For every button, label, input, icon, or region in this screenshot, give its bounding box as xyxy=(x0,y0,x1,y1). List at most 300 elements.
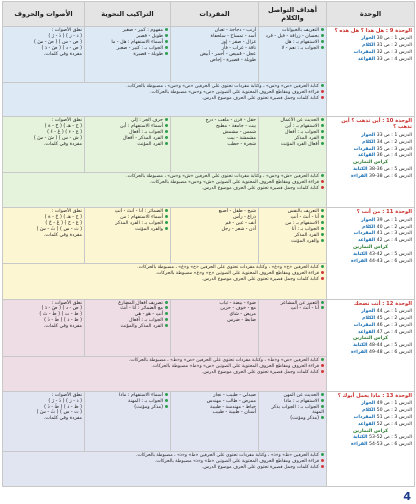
bullet-icon xyxy=(321,453,324,456)
activity-text: كتابة كلمات وجمل قصيرة تحتوي على الحرف موضوع الدرس. xyxy=(201,369,319,375)
activity-text: كتابة الحرفين «ش» و«س» ، وكتابة مفردات تحتوي على الحرفين «ش» و«س» ، مضبوطة بالحركات. xyxy=(126,174,319,180)
sound-item-text: ( ح - هـ ) ( حَ - هَ ) xyxy=(44,124,82,130)
header-sounds: الأصوات والحروف xyxy=(3,2,85,27)
header-grammar: التراكيب النحوية xyxy=(85,2,171,27)
vocab-item-text: شمس - مشمش xyxy=(222,129,256,135)
lesson-name[interactable]: الكتابة xyxy=(353,342,368,348)
vocab-item-text: ضابط - ضرس xyxy=(227,318,256,324)
unit-row xyxy=(3,117,415,173)
lesson-name[interactable]: القراءة xyxy=(351,258,368,264)
goal-item-text: الفرد المذكر xyxy=(294,135,319,141)
bullet-icon xyxy=(321,174,324,177)
lesson-ref: الدرس 4 : ص 52 xyxy=(376,421,412,427)
bullet-icon xyxy=(321,227,324,230)
bullet-icon xyxy=(165,301,168,304)
goal-item xyxy=(261,416,324,422)
lesson-ref: الدرس 2 : ص 34 xyxy=(376,139,412,145)
vocab-item-text: أرنب - دجاجة - ثعبان xyxy=(214,28,256,33)
sound-item-text: ( ض - د ) ( ضَ - دَ ) xyxy=(41,45,82,51)
lesson-name[interactable]: الحوار xyxy=(361,217,376,223)
bullet-icon xyxy=(321,34,324,37)
lesson-line[interactable] xyxy=(329,422,412,429)
lesson-line[interactable] xyxy=(329,442,412,449)
lesson-line[interactable] xyxy=(329,133,412,140)
vocab-item-text: أسد - تمساح - سلحفاة xyxy=(210,33,256,39)
vocab-item-text: خياط - مهندسة - طبيبة xyxy=(210,404,256,410)
vocab-item-text: ذراع - رأس xyxy=(233,215,256,221)
sounds-cell xyxy=(3,117,85,173)
grammar-item-text: أنتِ - هو - هي xyxy=(134,312,163,318)
sound-item-text: نطق الأصوات : xyxy=(51,392,82,398)
grammar-cell xyxy=(85,27,171,83)
unit-title: الوحدة 13 : ماذا يعمل أبوك ؟ xyxy=(337,392,412,399)
grammar-item-text: والفرد المؤنث xyxy=(135,227,163,233)
bullet-icon xyxy=(321,28,324,31)
goal-item-text: التعريف بالنفس xyxy=(287,209,319,215)
sound-item-text: مفردة وفي كلمات. xyxy=(43,416,82,422)
bullet-icon xyxy=(321,393,324,396)
grammar-item xyxy=(87,52,168,58)
goal-item-text: بحسان - زرافة - فيل - قرد xyxy=(265,33,319,39)
grammar-item-text: مع الضمائر : أنا - أنتَ xyxy=(120,306,163,312)
grammar-item xyxy=(87,324,168,330)
unit-cell xyxy=(327,391,415,486)
writing-reading-activities xyxy=(3,356,327,391)
vocab-item-text: ضوء - بيضة - ثياب xyxy=(219,300,256,306)
vocab-item-text: أنف - عين - فم xyxy=(225,221,256,227)
sound-item-text: مفردة وفي كلمات. xyxy=(43,324,82,330)
lesson-line[interactable] xyxy=(329,408,412,415)
activity-item xyxy=(5,277,324,283)
sounds-cell xyxy=(3,208,85,264)
sound-item-text: ( ذ - ز ) ( ذَ - زَ ) xyxy=(48,33,82,39)
bullet-icon xyxy=(321,118,324,121)
vocab-cell xyxy=(171,391,259,451)
lesson-ref: الدرس 5 : ص 42-43 xyxy=(368,251,412,257)
grammar-cell xyxy=(85,391,171,451)
lesson-ref: الدرس 4 : ص 47 xyxy=(376,329,412,335)
grammar-cell xyxy=(85,299,171,356)
lesson-name[interactable]: المفردات xyxy=(353,146,376,152)
header-goals: أهداف التواصل والكلام xyxy=(259,2,327,27)
lesson-ref: الدرس 4 : ص 42 xyxy=(376,238,412,244)
bullet-icon xyxy=(321,399,324,402)
bullet-icon xyxy=(165,306,168,309)
goal-item-text: (مذكر ومؤنث) xyxy=(290,416,319,422)
practice-book-label: كراس التمارين xyxy=(352,160,388,166)
goal-item-text: الاستفهام بـ : هل xyxy=(285,39,319,45)
unit-cell xyxy=(327,27,415,117)
bullet-icon xyxy=(165,324,168,327)
lesson-name[interactable]: المفردات xyxy=(353,231,376,237)
lesson-name[interactable]: القواعد xyxy=(357,329,376,335)
grammar-item-text: الجواب بـ : الفرد المذكر xyxy=(115,221,163,227)
sound-item-text: نطق الأصوات : xyxy=(51,118,82,124)
bullet-icon xyxy=(321,233,324,236)
bullet-icon xyxy=(321,239,324,242)
lesson-ref: الدرس 3 : ص 35 xyxy=(376,146,412,152)
goal-item-text: التعريف بالحيوانات xyxy=(282,28,319,33)
sound-item xyxy=(5,52,82,58)
unit-cell xyxy=(327,208,415,299)
sounds-cell xyxy=(3,299,85,356)
bullet-icon xyxy=(321,459,324,462)
goals-cell xyxy=(259,27,327,83)
unit-title: الوحدة 9 : هل هذا ؟ هل هذه ؟ xyxy=(334,28,412,34)
vocab-item xyxy=(173,58,256,64)
writing-reading-activities xyxy=(3,83,327,117)
goal-item-text: الحديث عن الأعمال xyxy=(280,118,319,124)
lesson-line[interactable] xyxy=(329,218,412,225)
practice-book-label: كراس التمارين xyxy=(352,336,388,342)
sound-item-text: ( خ - هـ ) ( خَ - هَ ) xyxy=(44,215,82,221)
bullet-icon xyxy=(321,209,324,212)
bullet-icon xyxy=(165,227,168,230)
goals-cell xyxy=(259,208,327,264)
lesson-ref: الدرس 2 : ص 31 xyxy=(376,43,412,49)
activity-text: قراءة الحروف ومقاطع الحروف المحتوية على الصوتين «ظ» و«ذ» مضبوطة بالحركات. xyxy=(154,458,319,464)
goal-item xyxy=(261,239,324,245)
bullet-icon xyxy=(321,90,324,93)
sound-item-text: مفردة وفي كلمات. xyxy=(43,232,82,238)
writing-reading-activities xyxy=(3,173,327,208)
practice-book-label: كراس التمارين xyxy=(352,428,388,434)
grammar-item-text: الضمائر : أنا - أنتَ - أنتِ xyxy=(114,209,163,215)
lesson-name[interactable]: المفردات xyxy=(353,414,376,420)
bullet-icon xyxy=(165,209,168,212)
lesson-line[interactable] xyxy=(329,252,412,259)
bullet-icon xyxy=(165,221,168,224)
bullet-icon xyxy=(165,142,168,145)
activity-text: كتابة كلمات وجمل قصيرة تحتوي على الحرف موضوع الدرس. xyxy=(201,186,319,192)
vocab-item xyxy=(173,142,256,148)
writing-reading-activities xyxy=(3,451,327,486)
sound-item-text: ( ظ - ذ ) ( ظَ - ذَ ) xyxy=(44,318,82,324)
bullet-icon xyxy=(321,416,324,419)
vocab-item-text: ممرض - طالب - مهندس xyxy=(206,398,256,404)
header-vocab: المفردات xyxy=(171,2,259,27)
sound-item-text: ( ث - س ) ( ثَ - سَ ) xyxy=(36,410,82,416)
lesson-name[interactable]: المفردات xyxy=(353,322,376,328)
goal-item-text: أنا - أنتَ - أنتِ xyxy=(290,306,319,312)
lesson-name[interactable]: القراءة xyxy=(351,442,368,448)
vocab-item xyxy=(173,410,256,416)
bullet-icon xyxy=(321,265,324,268)
lesson-ref: الدرس 2 : ص 50 xyxy=(376,407,412,413)
page-number: 4 xyxy=(403,490,411,503)
header-row xyxy=(3,2,415,27)
lesson-name[interactable]: الكلام xyxy=(362,315,376,321)
goal-item-text: الجواب بـ : أفعال xyxy=(284,129,319,135)
lesson-line[interactable] xyxy=(329,167,412,174)
bullet-icon xyxy=(321,96,324,99)
lesson-name[interactable]: القواعد xyxy=(357,153,376,159)
lesson-name[interactable]: الكتابة xyxy=(353,166,368,172)
grammar-item xyxy=(87,227,168,233)
goal-item xyxy=(261,142,324,148)
sound-item-text: مفردة وفي كلمات. xyxy=(43,141,82,147)
goal-item xyxy=(261,306,324,312)
practice-book-label: كراس التمارين xyxy=(352,245,388,251)
lesson-line[interactable] xyxy=(329,140,412,147)
lesson-name[interactable]: القراءة xyxy=(351,349,368,355)
lesson-ref: الدرس 5 : ص 36-38 xyxy=(368,166,412,172)
bullet-icon xyxy=(165,40,168,43)
activity-text: كتابة كلمات وجمل قصيرة تحتوي على الحرف موضوع الدرس. xyxy=(201,96,319,102)
vocab-item-text: أذن - شعر - رجل xyxy=(221,227,256,233)
grammar-item-text: أسماء الاستفهام : أين xyxy=(120,124,163,130)
lesson-ref: الدرس 3 : ص 41 xyxy=(376,231,412,237)
bullet-icon xyxy=(321,370,324,373)
unit-title: الوحدة 11 : من أنت ؟ xyxy=(356,209,412,216)
grammar-item-text: طويلة - قصيرة xyxy=(133,51,163,57)
unit-row xyxy=(3,208,415,264)
grammar-item-text: حرف الجر : إلى xyxy=(130,118,163,124)
goal-item-text: الجواب بـ : الجواب بذكر المهنة xyxy=(271,404,324,416)
activity-text: كتابة الحرفين «ص» و«س» ، وكتابة مفردات تحتوي على الحرفين «ص» و«س» ، مضبوطة بالحركات. xyxy=(126,84,319,90)
vocab-cell xyxy=(171,117,259,173)
grammar-item-text: مفهوم : كبير - صغير xyxy=(122,28,163,33)
bullet-icon xyxy=(321,40,324,43)
sound-item-text: نطق الأصوات : xyxy=(51,28,82,33)
sound-item xyxy=(5,324,82,330)
lesson-ref: الدرس 6 : ص 38-39 xyxy=(368,173,412,179)
sound-item-text: ( ظ - ذ ) ( ظَ - ذَ ) xyxy=(44,404,82,410)
goal-item xyxy=(261,46,324,52)
vocab-item-text: مع - خوف - حزين xyxy=(220,306,256,312)
vocab-item xyxy=(173,318,256,324)
goal-item-text: الاستفهام بـ : أين xyxy=(285,124,319,130)
vocab-item-text: شيخ - طفل - أصبع xyxy=(218,209,256,215)
lesson-line[interactable] xyxy=(329,259,412,266)
lesson-name[interactable]: القواعد xyxy=(357,57,376,63)
unit-cell xyxy=(327,299,415,391)
sound-item-text: ( ذ - ز ) ( ذَ - زَ ) xyxy=(48,398,82,404)
lesson-name[interactable]: الكتابة xyxy=(353,435,368,441)
lesson-name[interactable]: الكلام xyxy=(362,139,376,145)
lesson-line[interactable] xyxy=(329,350,412,357)
goal-item-text: الجواب بـ : نعم - لا xyxy=(281,45,319,51)
lesson-name[interactable]: الكتابة xyxy=(353,251,368,257)
grammar-item-text: الجواب بـ : أفعال xyxy=(128,129,163,135)
bullet-icon xyxy=(321,124,324,127)
lesson-line[interactable] xyxy=(329,435,412,442)
activity-text: كتابة الحرفين «ض» و«ط» ، وكتابة مفردات تحتوي على الحرفين «ض» و«ط» ، مضبوطة بالحركات. xyxy=(128,357,319,363)
lesson-name[interactable]: المفردات xyxy=(353,50,376,56)
sounds-cell xyxy=(3,27,85,83)
goal-item-text: التعبير عن المشاعر xyxy=(280,300,319,306)
activity-item xyxy=(5,186,324,192)
bullet-icon xyxy=(321,136,324,139)
vocab-item-text: طويلة - قصيرة - إجاص xyxy=(210,57,256,63)
lesson-name[interactable]: الكلام xyxy=(362,43,376,49)
lesson-name[interactable]: الكلام xyxy=(362,224,376,230)
bullet-icon xyxy=(165,136,168,139)
bullet-icon xyxy=(165,399,168,402)
bullet-icon xyxy=(321,180,324,183)
sound-item-text: ( ط - ت ) ( طَ - تَ ) xyxy=(39,312,82,318)
vocab-item-text: مريض - شاي xyxy=(229,312,256,318)
lesson-name[interactable]: القواعد xyxy=(357,238,376,244)
bullet-icon xyxy=(165,52,168,55)
lesson-line[interactable] xyxy=(329,309,412,316)
lesson-line[interactable] xyxy=(329,57,412,64)
vocab-item-text: مشمشة - بيت xyxy=(227,135,256,141)
lesson-ref: الدرس 3 : ص 46 xyxy=(376,322,412,328)
lesson-name[interactable]: القراءة xyxy=(351,173,368,179)
vocab-item xyxy=(173,227,256,233)
unit-row xyxy=(3,299,415,356)
bullet-icon xyxy=(165,318,168,321)
grammar-item-text: الفرد المذكر والمؤنث xyxy=(120,324,163,330)
vocab-cell xyxy=(171,208,259,264)
grammar-item xyxy=(87,405,168,411)
bullet-icon xyxy=(321,364,324,367)
bullet-icon xyxy=(321,130,324,133)
lesson-ref: الدرس 6 : ص 53-54 xyxy=(368,442,412,448)
bullet-icon xyxy=(321,358,324,361)
lesson-name[interactable]: الحوار xyxy=(361,308,376,314)
table-body xyxy=(3,27,415,487)
activity-text: قراءة الحروف ومقاطع الحروف المحتوية على الصوتين «ص» و«س» مضبوطة بالحركات. xyxy=(150,90,319,96)
lesson-ref: الدرس 1 : ص 33 xyxy=(376,132,412,138)
activity-item xyxy=(5,465,324,471)
bullet-icon xyxy=(165,28,168,31)
lesson-name[interactable]: الكلام xyxy=(362,407,376,413)
bullet-icon xyxy=(165,130,168,133)
activity-text: كتابة كلمات وجمل قصيرة تحتوي على الحرف موضوع الدرس. xyxy=(201,464,319,470)
activity-item xyxy=(5,370,324,376)
lesson-line[interactable] xyxy=(329,343,412,350)
lesson-line[interactable] xyxy=(329,316,412,323)
lesson-ref: الدرس 5 : ص 52-53 xyxy=(368,435,412,441)
grammar-item-text: أسماء الاستفهام : من xyxy=(120,215,163,221)
vocab-cell xyxy=(171,299,259,356)
activity-item xyxy=(5,96,324,102)
grammar-cell xyxy=(85,117,171,173)
lesson-ref: الدرس 1 : ص 44 xyxy=(376,308,412,314)
lesson-ref: الدرس 1 : ص 30 xyxy=(376,36,412,42)
grammar-item-text: الجواب بـ : كبير - صغير xyxy=(116,45,163,51)
grammar-item xyxy=(87,142,168,148)
sound-item-text: ( ض - د ) ( ضَ - دَ ) xyxy=(41,306,82,312)
lesson-line[interactable] xyxy=(329,415,412,422)
grammar-item-text: الجواب بـ : المهنة xyxy=(128,398,163,404)
activity-text: قراءة الحروف ومقاطع الحروف المحتوية على الصوتين «ض» و«ط» مضبوطة بالحركات. xyxy=(151,363,319,369)
vocab-item-text: غزال - صقر - إوز xyxy=(221,39,256,45)
grammar-item-text: طويل - قصير xyxy=(136,33,163,39)
grammar-item-text: الفرد المؤنث xyxy=(137,141,163,147)
lesson-name[interactable]: القواعد xyxy=(357,421,376,427)
grammar-item-text: أسماء الاستفهام : ماذا xyxy=(118,392,163,398)
lesson-ref: الدرس 6 : ص 48-49 xyxy=(368,349,412,355)
lesson-ref: الدرس 5 : ص 44-48 xyxy=(368,342,412,348)
lesson-line[interactable] xyxy=(329,401,412,408)
vocab-item-text: أسنان - طبيبة - طبيب xyxy=(212,410,256,416)
sound-item xyxy=(5,233,82,239)
lesson-ref: الدرس 4 : ص 36 xyxy=(376,153,412,159)
bullet-icon xyxy=(165,405,168,408)
bullet-icon xyxy=(165,46,168,49)
vocab-item-text: صيدلي - طبيب - نجار xyxy=(213,392,256,398)
lesson-name[interactable]: الحوار xyxy=(361,36,376,42)
sound-item-text: ( ص - س ) ( صَ - سَ ) xyxy=(34,39,82,45)
bullet-icon xyxy=(321,142,324,145)
goal-item-text: والفرد المؤنث xyxy=(291,238,319,244)
bullet-icon xyxy=(321,84,324,87)
goals-cell xyxy=(259,299,327,356)
sound-item-text: ( ش - س ) ( شَ - سَ ) xyxy=(33,135,82,141)
lesson-line[interactable] xyxy=(329,323,412,330)
vocab-item-text: بيت - جامعة - مطبخ xyxy=(216,124,256,130)
bullet-icon xyxy=(165,393,168,396)
activity-text: كتابة الحرفين «ظ» و«ذ» ، وكتابة مفردات تحتوي على الحرفين «ظ» و«ذ» ، مضبوطة بالحركات. xyxy=(135,452,319,458)
unit-row xyxy=(3,391,415,451)
goal-item-text: الحديث عن المهن xyxy=(283,392,319,398)
sound-item xyxy=(5,416,82,422)
writing-reading-activities xyxy=(3,264,327,299)
goal-item-text: الجواب بـ : أنا xyxy=(291,227,319,233)
sound-item xyxy=(5,142,82,148)
bullet-icon xyxy=(321,215,324,218)
goals-cell xyxy=(259,391,327,451)
activity-text: كتابة الحرفين «خ» و«غ» ، وكتابة مفردات تحتوي على الحرفين «خ» و«غ» ، مضبوطة بالحركات. xyxy=(137,265,319,271)
lesson-ref: الدرس 4 : ص 33 xyxy=(376,57,412,63)
lesson-ref: الدرس 1 : ص 39 xyxy=(376,217,412,223)
lesson-ref: الدرس 2 : ص 45 xyxy=(376,315,412,321)
vocab-item-text: شجرة - حطب xyxy=(227,141,256,147)
bullet-icon xyxy=(321,46,324,49)
lesson-ref: الدرس 3 : ص 51 xyxy=(376,414,412,420)
grammar-item-text: أسماء الاستفهام : هل - ما xyxy=(111,39,163,45)
sound-item-text: نطق الأصوات : xyxy=(51,209,82,215)
vocab-item-text: ناقة - غراب - فأر xyxy=(221,45,256,51)
sound-item-text: نطق الأصوات : xyxy=(51,300,82,306)
bullet-icon xyxy=(321,277,324,280)
bullet-icon xyxy=(165,34,168,37)
lesson-line[interactable] xyxy=(329,174,412,181)
bullet-icon xyxy=(321,465,324,468)
lesson-line[interactable] xyxy=(329,50,412,57)
vocab-item-text: عجل - قميص - أحمر - أبيض xyxy=(199,51,256,57)
vocab-cell xyxy=(171,27,259,83)
bullet-icon xyxy=(321,271,324,274)
bullet-icon xyxy=(321,301,324,304)
goal-item-text: أفعال الفرد المؤنث xyxy=(280,141,319,147)
bullet-icon xyxy=(321,186,324,189)
sound-item-text: ( ع - ء ) ( عَ - ءَ ) xyxy=(47,129,82,135)
lesson-ref: الدرس 6 : ص 43-44 xyxy=(368,258,412,264)
goal-item-text: الاستفهام بـ : من xyxy=(285,221,319,227)
goals-cell xyxy=(259,117,327,173)
grammar-cell xyxy=(85,208,171,264)
activity-text: كتابة كلمات وجمل قصيرة تحتوي على الحرف موضوع الدرس. xyxy=(201,277,319,283)
curriculum-table xyxy=(2,1,415,487)
unit-title: الوحدة 12 : أنت تضحك xyxy=(353,300,412,307)
unit-cell xyxy=(327,117,415,208)
lesson-name[interactable]: الحوار xyxy=(361,132,376,138)
goal-item-text: الاستفهام بـ : ماذا xyxy=(283,398,319,404)
sound-item-text: مفردة وفي كلمات. xyxy=(43,51,82,57)
lesson-ref: الدرس 2 : ص 40 xyxy=(376,224,412,230)
goal-item xyxy=(261,405,324,417)
grammar-item-text: الجواب بـ : أفعال xyxy=(128,318,163,324)
grammar-item-text: (مذكر ومؤنث) xyxy=(134,404,163,410)
grammar-item-text: الفرد المذكر - أفعال xyxy=(122,135,163,141)
lesson-ref: الدرس 1 : ص 49 xyxy=(376,400,412,406)
unit-title: الوحدة 10 : أين تذهب ؟ أين تذهب ؟ xyxy=(341,118,412,131)
lesson-name[interactable]: الحوار xyxy=(361,400,376,406)
